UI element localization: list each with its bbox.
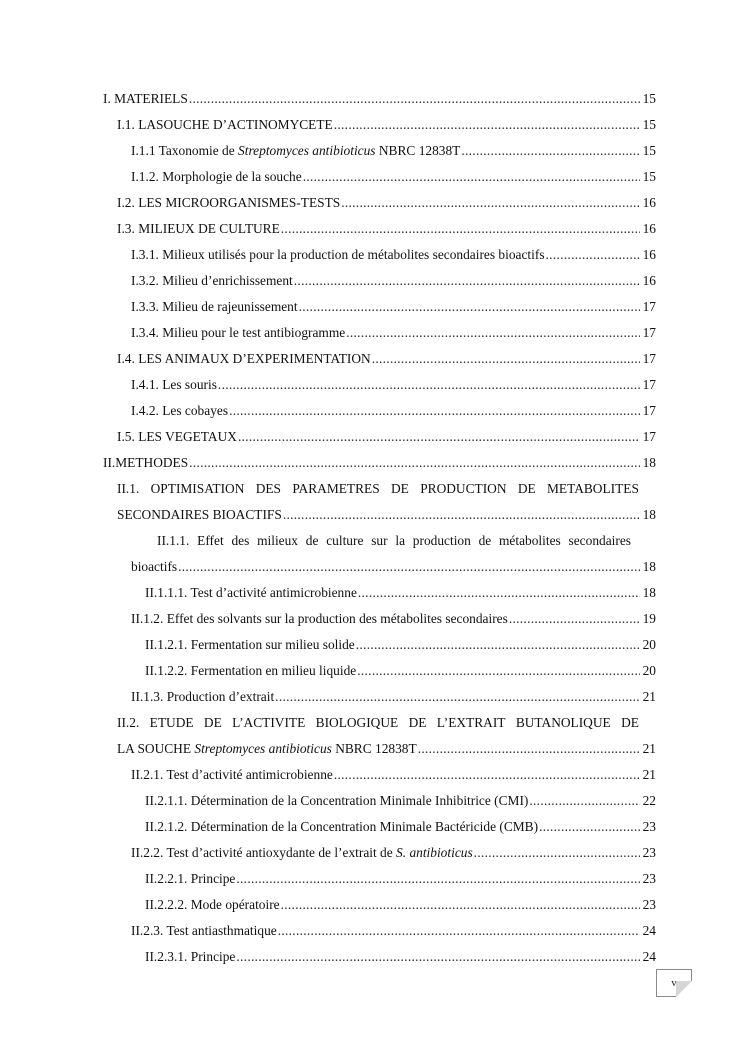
dot-leader <box>303 168 640 186</box>
toc-page-number: 17 <box>642 377 656 392</box>
toc-word: PARAMETRES <box>292 481 380 496</box>
toc-word: de <box>305 533 319 548</box>
toc-entry-label: II.METHODES <box>103 455 189 470</box>
toc-entry-label: I.1.1 Taxonomie de Streptomyces antibioticus NBRC 12838T <box>131 143 461 158</box>
toc-page-number: 20 <box>642 637 656 652</box>
dot-leader <box>357 662 640 680</box>
toc-word: DE <box>391 481 409 496</box>
dot-leader <box>238 428 640 446</box>
dot-leader <box>236 870 640 888</box>
toc-word: II.1. <box>117 481 140 496</box>
toc-entry-principe-2[interactable] <box>145 948 656 966</box>
toc-word: Effet <box>197 533 224 548</box>
toc-entry-mode-operatoire[interactable] <box>145 896 656 914</box>
toc-word: métabolites <box>499 533 561 548</box>
dot-leader <box>341 194 640 212</box>
toc-entry-label: I.3.1. Milieux utilisés pour la production de métabolites secondaires bioactifs <box>131 247 545 262</box>
toc-word: L’EXTRAIT <box>436 715 506 730</box>
dot-leader <box>509 610 640 628</box>
toc-entry-label: II.2.1.2. Détermination de la Concentration Minimale Bactéricide (CMB) <box>145 819 539 834</box>
toc-entry-etude-activite-line2[interactable] <box>117 740 656 758</box>
toc-entry-label: I.4.1. Les souris <box>131 377 217 392</box>
toc-entry-test-antimicrobienne-1[interactable] <box>145 584 656 602</box>
toc-entry-label: II.2.2.2. Mode opératoire <box>145 897 280 912</box>
toc-word: DES <box>255 481 282 496</box>
toc-entry-cobayes[interactable] <box>131 402 656 420</box>
toc-entry-antibiogramme[interactable] <box>131 324 656 342</box>
dot-leader <box>418 740 640 758</box>
dot-leader <box>474 844 640 862</box>
dot-leader <box>294 272 640 290</box>
toc-page-number: 16 <box>642 273 656 288</box>
toc-page-number: 23 <box>642 871 656 886</box>
toc-page-number: 15 <box>642 117 656 132</box>
toc-entry-antioxydante[interactable] <box>131 844 656 862</box>
toc-entry-rajeunissement[interactable] <box>131 298 656 316</box>
dot-leader <box>218 376 640 394</box>
toc-entry-effet-milieux-line1[interactable] <box>157 532 631 550</box>
toc-page-number: 16 <box>642 221 656 236</box>
toc-word: ETUDE <box>149 715 194 730</box>
toc-entry-label: II.2.2.1. Principe <box>145 871 236 886</box>
toc-word: production <box>412 533 471 548</box>
dot-leader <box>189 454 640 472</box>
toc-entry-label: I.5. LES VEGETAUX <box>117 429 237 444</box>
toc-page-number: 18 <box>642 585 656 600</box>
toc-word: DE <box>621 715 639 730</box>
dot-leader <box>546 246 640 264</box>
toc-page-number: 18 <box>642 507 656 522</box>
toc-entry-fermentation-solide[interactable] <box>145 636 656 654</box>
toc-entry-production-extrait[interactable] <box>131 688 656 706</box>
toc-entry-label: I.2. LES MICROORGANISMES-TESTS <box>117 195 341 210</box>
toc-entry-effet-milieux-line2[interactable] <box>131 558 656 576</box>
toc-word: DE <box>408 715 427 730</box>
toc-word: BIOLOGIQUE <box>315 715 399 730</box>
toc-page-number: 22 <box>642 793 656 808</box>
toc-entry-label: I.1. LASOUCHE D’ACTINOMYCETE <box>117 117 333 132</box>
toc-entry-label: II.1.2.2. Fermentation en milieu liquide <box>145 663 357 678</box>
dot-leader <box>281 896 640 914</box>
dot-leader <box>229 402 640 420</box>
toc-entry-label: II.1.3. Production d’extrait <box>131 689 275 704</box>
toc-entry-souche[interactable] <box>117 116 656 134</box>
toc-entry-antiasthmatique[interactable] <box>131 922 656 940</box>
toc-page-number: 23 <box>642 819 656 834</box>
toc-word: PRODUCTION <box>420 481 507 496</box>
toc-entry-label: II.1.2.1. Fermentation sur milieu solide <box>145 637 355 652</box>
dot-leader <box>356 636 640 654</box>
toc-page-number: 17 <box>642 351 656 366</box>
toc-entry-label: II.1.2. Effet des solvants sur la production des métabolites secondaires <box>131 611 508 626</box>
dot-leader <box>334 766 640 784</box>
toc-entry-optimisation-line2[interactable] <box>117 506 656 524</box>
toc-word: secondaires <box>568 533 631 548</box>
dot-leader <box>461 142 640 160</box>
toc-page-number: 17 <box>642 403 656 418</box>
toc-entry-label: I.4.2. Les cobayes <box>131 403 229 418</box>
toc-word: des <box>231 533 250 548</box>
toc-entry-principe-1[interactable] <box>145 870 656 888</box>
toc-entry-etude-activite-line1[interactable] <box>117 714 639 732</box>
toc-page-number: 16 <box>642 195 656 210</box>
toc-entry-vegetaux[interactable] <box>117 428 656 446</box>
toc-word: II.1.1. <box>157 533 190 548</box>
toc-page-number: 24 <box>642 923 656 938</box>
toc-page-number: 18 <box>642 455 656 470</box>
toc-word: II.2. <box>117 715 140 730</box>
toc-page-number: 23 <box>642 845 656 860</box>
dot-leader <box>281 220 640 238</box>
toc-page-number: 21 <box>642 741 656 756</box>
toc-word: culture <box>326 533 364 548</box>
page-number-box <box>656 969 692 997</box>
toc-word: BUTANOLIQUE <box>515 715 611 730</box>
toc-word: milieux <box>257 533 299 548</box>
toc-page-number: 20 <box>642 663 656 678</box>
toc-word: L’ACTIVITE <box>232 715 306 730</box>
toc-entry-optimisation-line1[interactable] <box>117 480 639 498</box>
toc-entry-materiels[interactable] <box>103 90 656 108</box>
toc-page-number: 21 <box>642 689 656 704</box>
dot-leader <box>346 324 640 342</box>
toc-entry-cmb[interactable] <box>145 818 656 836</box>
toc-entry-label: I.3. MILIEUX DE CULTURE <box>117 221 280 236</box>
toc-word: DE <box>203 715 222 730</box>
dot-leader <box>372 350 640 368</box>
toc-entry-morphologie[interactable] <box>131 168 656 186</box>
toc-page-number: 18 <box>642 559 656 574</box>
toc-page-number: 15 <box>642 169 656 184</box>
dot-leader <box>299 298 640 316</box>
toc-entry-label: I.4. LES ANIMAUX D’EXPERIMENTATION <box>117 351 371 366</box>
toc-entry-label: I.3.3. Milieu de rajeunissement <box>131 299 298 314</box>
toc-entry-taxonomie[interactable] <box>131 142 656 160</box>
toc-page-number: 17 <box>642 429 656 444</box>
toc-entry-souris[interactable] <box>131 376 656 394</box>
toc-entry-fermentation-liquide[interactable] <box>145 662 656 680</box>
toc-word: de <box>478 533 492 548</box>
toc-word: OPTIMISATION <box>150 481 245 496</box>
dot-leader <box>283 506 640 524</box>
toc-entry-label: bioactifs <box>131 559 178 574</box>
dot-leader <box>278 922 640 940</box>
toc-entry-microorganismes[interactable] <box>117 194 656 212</box>
dot-leader <box>236 948 640 966</box>
toc-page-number: 17 <box>642 325 656 340</box>
toc-entry-label: II.2.3.1. Principe <box>145 949 236 964</box>
dot-leader <box>178 558 640 576</box>
toc-page-number: 24 <box>642 949 656 964</box>
toc-page-number: 16 <box>642 247 656 262</box>
toc-word: sur <box>371 533 388 548</box>
toc-entry-test-antimicrobienne-2[interactable] <box>131 766 656 784</box>
dot-leader <box>189 90 640 108</box>
toc-entry-animaux[interactable] <box>117 350 656 368</box>
toc-page-number: 17 <box>642 299 656 314</box>
toc-entry-effet-solvants[interactable] <box>131 610 656 628</box>
toc-entry-enrichissement[interactable] <box>131 272 656 290</box>
toc-page-number: 23 <box>642 897 656 912</box>
toc-page-number: 21 <box>642 767 656 782</box>
toc-entry-label: II.1.1.1. Test d’activité antimicrobienne <box>145 585 357 600</box>
toc-entry-methodes[interactable] <box>103 454 656 472</box>
dot-leader <box>275 688 640 706</box>
toc-entry-label: I.3.2. Milieu d’enrichissement <box>131 273 293 288</box>
dot-leader <box>334 116 640 134</box>
toc-entry-label: SECONDAIRES BIOACTIFS <box>117 507 282 522</box>
toc-page-number: 15 <box>642 143 656 158</box>
toc-word: la <box>395 533 406 548</box>
toc-entry-label: LA SOUCHE Streptomyces antibioticus NBRC 12838T <box>117 741 417 756</box>
toc-entry-milieux-culture[interactable] <box>117 220 656 238</box>
toc-entry-label: II.2.1.1. Détermination de la Concentration Minimale Inhibitrice (CMI) <box>145 793 529 808</box>
toc-page-number: 15 <box>642 91 656 106</box>
toc-page-number: 19 <box>642 611 656 626</box>
toc-entry-label: I. MATERIELS <box>103 91 188 106</box>
toc-entry-label: II.2.2. Test d’activité antioxydante de l’extrait de S. antibioticus <box>131 845 473 860</box>
toc-entry-label: II.2.1. Test d’activité antimicrobienne <box>131 767 333 782</box>
toc-entry-cmi[interactable] <box>145 792 656 810</box>
dot-leader <box>539 818 640 836</box>
toc-word: METABOLITES <box>547 481 639 496</box>
page-number: v <box>671 977 677 989</box>
toc-entry-milieux-production[interactable] <box>131 246 656 264</box>
toc-entry-label: I.3.4. Milieu pour le test antibiogramme <box>131 325 346 340</box>
toc-entry-label: II.2.3. Test antiasthmatique <box>131 923 277 938</box>
dot-leader <box>358 584 640 602</box>
toc-word: DE <box>517 481 536 496</box>
toc-entry-label: I.1.2. Morphologie de la souche <box>131 169 302 184</box>
dot-leader <box>529 792 640 810</box>
